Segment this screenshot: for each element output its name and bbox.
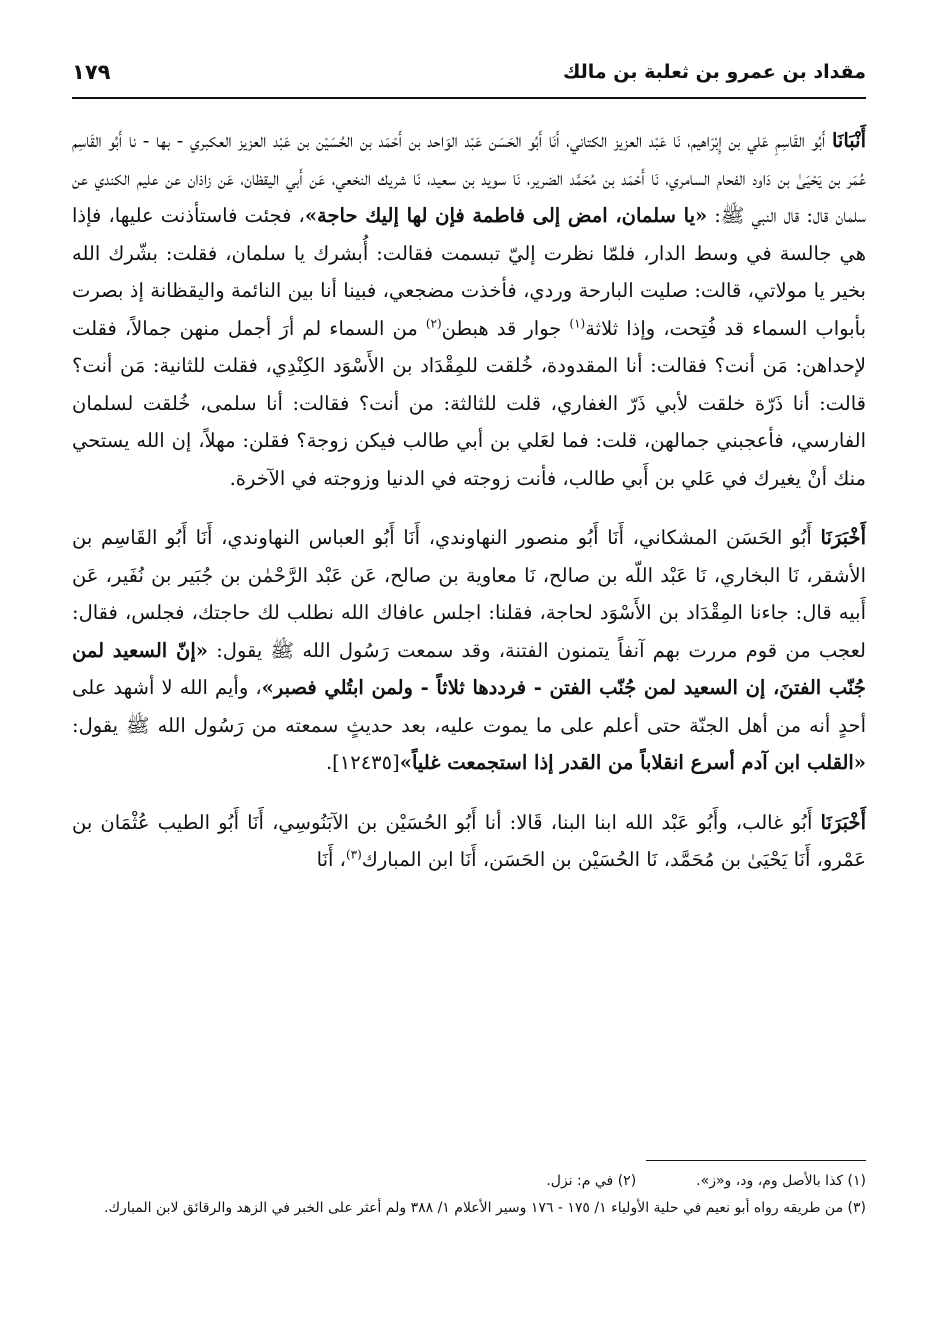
hadith-quote: «إنّ السعيد لمن جُنّب الفتنَ، إن السعيد لمن جُنّب الفتن - فرددها ثلاثاً - ولمن ابتُلي فصبر»: [72, 638, 866, 699]
paragraph-text: أَبُو القَاسِمِ عَلي بن إِبْرَاهيم، نَا عَبْد العزيز الكتاني، أَنَا أَبُو الحَسَن عَبْد الوَاحد بن أَحْمَد بن الحُسَيْن بن عَبْد العزيز العكبري - بها - نا أَبُو القَاسِم عُمَر بن يَحْيَىٰ بن دَاود الفحام السامري، نَا أَحْمَد بن مُحَمَّد الضرير، نَا سويد بن سعيد، نَا شريك النخعي، عَن أَبي اليقظان، عَن زاذان عن عليم الكندي عن سلمان قال: قال النبي ﷺ:: [72, 129, 867, 227]
paragraph-1: [72, 122, 866, 497]
paragraph-2: [72, 519, 866, 782]
footnote-divider: [646, 1160, 866, 1161]
paragraph-lead: أَنْبَانَا: [831, 129, 866, 152]
paragraph-text: أَبُو الحَسَن المشكاني، أَنَا أَبُو منصور النهاوندي، أَنَا أَبُو العباس النهاوندي، أَنَا أَبُو القَاسِم بن الأشقر، نَا البخاري، نَا عَبْد اللّه بن صالح، نَا معاوية بن صالح، عَن عَبْد الرَّحْمٰن بن جُبَير بن نُفَير، عَن أَبيه قال: جاءنا المِقْدَاد بن الأَسْوَد لحاجة، فقلنا: اجلس عافاك الله نطلب لك حاجتك، فجلس، فقال: لعجب من قوم مررت بهم آنفاً يتمنون الفتنة، وقد سمعت رَسُول الله ﷺ يقول:: [72, 526, 866, 662]
footnote-marker[interactable]: (١): [569, 316, 586, 330]
paragraph-text: أَبُو غالب، وأَبُو عَبْد الله ابنا البنا، قَالا: أنا أَبُو الحُسَيْن بن الآبَنُوسِي، أَنَا أَبُو الطيب عُثْمَان بن عَمْرو، أَنَا يَحْيَىٰ بن مُحَمَّد، نَا الحُسَيْن بن الحَسَن، أَنَا ابن المبارك: [72, 810, 866, 871]
page-header: [72, 56, 866, 96]
paragraph-text: من السماء لم أرَ أجمل منهن جمالاً، فقلت لإحداهن: مَن أنت؟ فقالت: أنا المقدودة، خُلقت للمِقْدَاد بن الأَسْوَد الكِنْدِي، فقلت للثانية: مَن أنت؟ قالت: أنا ذَرّة خلقت لأبي ذَرّ الغفاري، قلت للثالثة: من أنت؟ فقالت: أنا سلمى، خُلقت لسلمان الفارسي، فأعجبني جمالهن، قلت: فما لعَلي بن أبي طالب فيكن زوجة؟ فقلن: مهلاً، إن الله يستحي منك أنْ يغيرك في عَلي بن أَبي طالب، فأنت زوجته في الدنيا وزوجته في الآخرة.: [72, 316, 866, 490]
hadith-quote: «القلب ابن آدم أسرع انقلاباً من القدر إذا استجمعت غلياً»: [399, 751, 866, 774]
page-number: ١٧٩: [72, 60, 111, 84]
footnote-2: (٢) في م: نزل.: [546, 1173, 637, 1189]
footnote-marker[interactable]: (٢): [425, 316, 442, 330]
main-text: [72, 122, 866, 901]
footnote-3: (٣) من طريقه رواه أبو نعيم في حلية الأولياء ١/ ١٧٥ - ١٧٦ وسير الأعلام ١/ ٣٨٨ ولم أعثر على الخبر في الزهد والرقائق لابن المبارك.: [104, 1200, 866, 1216]
paragraph-3: [72, 804, 866, 879]
paragraph-text: ، فجئت فاستأذنت عليها، فإذا هي جالسة في وسط الدار، فلمّا نظرت إليّ تبسمت فقالت: أُبشرك يا سلمان، فقلت: بشّرك الله بخير يا مولاتي، قالت: صليت البارحة وردي، فأخذت مضجعي، فبينا أنا بين النائمة واليقظانة إذ بصرت بأبواب السماء قد فُتِحت، وإذا ثلاثة: [72, 204, 866, 340]
reference-number: [١٢٤٣٥].: [325, 751, 400, 774]
running-title: مقداد بن عمرو بن ثعلبة بن مالك: [562, 61, 866, 83]
paragraph-lead: أَخْبَرَنَا: [820, 526, 866, 549]
footnotes: [72, 1168, 866, 1222]
header-divider: [72, 97, 866, 99]
hadith-quote: «يا سلمان، امض إلى فاطمة فإن لها إليك حاجة»: [304, 204, 708, 227]
footnote-1: (١) كذا بالأصل وم، ود، و«ز».: [696, 1173, 866, 1189]
paragraph-text: ، وأيم الله لا أشهد على أحدٍ أنه من أهل الجنّة حتى أعلم على ما يموت عليه، بعد حديثٍ سمعته من رَسُول الله ﷺ يقول:: [72, 676, 866, 737]
paragraph-text: ، أَنَا: [316, 848, 346, 871]
footnote-row: [72, 1168, 866, 1195]
paragraph-text: جوار قد هبطن: [441, 316, 570, 340]
paragraph-lead: أَخْبَرَنَا: [820, 810, 866, 834]
footnote-marker[interactable]: (٣): [345, 847, 362, 862]
